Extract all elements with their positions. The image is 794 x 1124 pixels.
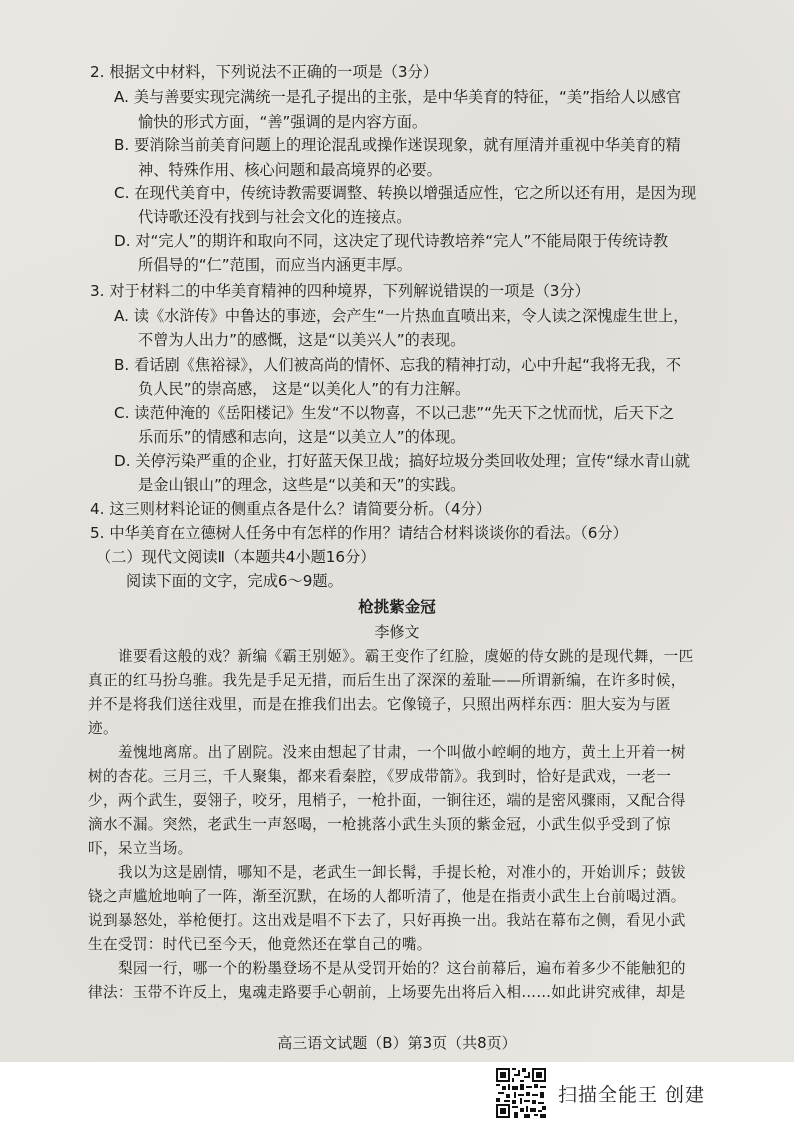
q3-option-b-line2: 负人民”的崇高感， 这是“以美化人”的有力注解。 (138, 380, 471, 398)
article-line-13: 生在受罚：时代已至今天，他竟然还在掌自己的嘴。 (88, 936, 432, 953)
q2-option-c (114, 183, 696, 203)
page-footer: 高三语文试题（B）第3页（共8页） (277, 1034, 517, 1052)
q2-option-b-label: B. (114, 136, 130, 154)
q3-option-c-line1: 读范仲淹的《岳阳楼记》生发“不以物喜，不以己悲”“先天下之忧而忧，后天下之 (134, 404, 675, 422)
q3-option-a-label: A. (114, 307, 129, 325)
scanner-brand-text: 扫描全能王 创建 (558, 1083, 706, 1106)
q3-option-d-label: D. (114, 452, 131, 470)
q2-option-b (114, 135, 681, 155)
section-2-instruction: 阅读下面的文字，完成6～9题。 (126, 572, 343, 590)
article-line-7: 少，两个武生，耍翎子，咬牙，甩梢子，一枪扑面，一锏往还，端的是密风骤雨，又配合得 (88, 792, 686, 809)
q3-option-d (114, 451, 690, 471)
q3-option-c (114, 403, 674, 423)
q2-option-a-line2: 愉快的形式方面，“善”强调的是内容方面。 (138, 113, 428, 131)
q3-option-d-line1: 关停污染严重的企业，打好蓝天保卫战；搞好垃圾分类回收处理；宣传“绿水青山就 (135, 452, 690, 470)
article-line-8: 滴水不漏。突然，老武生一声怒喝，一枪挑落小武生头顶的紫金冠，小武生似乎受到了惊 (88, 816, 671, 833)
q3-option-b (114, 355, 681, 375)
q2-option-a-line1: 美与善要实现完满统一是孔子提出的主张，是中华美育的特征，“美”指给人以感官 (133, 88, 682, 106)
question-2-stem: 2. 根据文中材料，下列说法不正确的一项是（3分） (90, 63, 438, 81)
article-line-11: 铙之声尴尬地响了一阵，渐至沉默，在场的人都听清了，他是在指责小武生上台前喝过酒。 (88, 888, 686, 905)
q3-option-a-line2: 不曾为人出力”的感慨，这是“以美兴人”的表现。 (138, 331, 466, 349)
q2-option-d-line1: 对“完人”的期许和取向不同，这决定了现代诗教培养“完人”不能局限于传统诗教 (135, 232, 669, 250)
article-author: 李修文 (374, 623, 420, 641)
q2-option-b-line2: 神、特殊作用、核心问题和最高境界的必要。 (138, 161, 442, 179)
article-line-9: 吓，呆立当场。 (88, 840, 193, 857)
question-4: 4. 这三则材料论证的侧重点各是什么？请简要分析。（4分） (90, 500, 492, 518)
q2-option-d (114, 231, 668, 251)
article-title: 枪挑紫金冠 (358, 598, 436, 616)
qr-code-icon (496, 1068, 546, 1118)
q3-option-d-line2: 是金山银山”的理念，这些是“以美和天”的实践。 (138, 476, 466, 494)
q2-option-c-line2: 代诗歌还没有找到与社会文化的连接点。 (138, 208, 412, 226)
q2-option-a-label: A. (114, 88, 129, 106)
q2-option-b-line1: 要消除当前美育问题上的理论混乱或操作迷误现象，就有厘清并重视中华美育的精 (134, 136, 681, 154)
question-3-stem: 3. 对于材料二的中华美育精神的四种境界，下列解说错误的一项是（3分） (90, 282, 590, 300)
article-line-14: 梨园一行，哪一个的粉墨登场不是从受罚开始的？这台前幕后，遍布着多少不能触犯的 (118, 960, 686, 977)
article-line-2: 真正的红马扮乌骓。我先是手足无措，而后生出了深深的羞耻——所谓新编，在许多时候， (88, 672, 686, 689)
article-line-5: 羞愧地离席。出了剧院。没来由想起了甘肃，一个叫做小崆峒的地方，黄土上开着一树 (118, 744, 686, 761)
q2-option-d-label: D. (114, 232, 131, 250)
article-line-15: 律法：玉带不许反上，鬼魂走路要手心朝前，上场要先出将后入相……如此讲究戒律，却是 (88, 984, 686, 1001)
article-line-4: 迹。 (88, 720, 118, 737)
q2-option-c-label: C. (114, 184, 130, 202)
q3-option-b-label: B. (114, 356, 130, 374)
article-line-3: 并不是将我们送往戏里，而是在推我们出去。它像镜子，只照出两样东西：胆大妄为与匿 (88, 696, 671, 713)
article-line-12: 说到暴怒处，举枪便打。这出戏是唱不下去了，只好再换一出。我站在幕布之侧，看见小武 (88, 912, 686, 929)
q3-option-a (114, 306, 688, 326)
article-line-6: 树的杏花。三月三，千人聚集，都来看秦腔，《罗成带箭》。我到时，恰好是武戏，一老一 (88, 768, 672, 785)
question-5: 5. 中华美育在立德树人任务中有怎样的作用？请结合材料谈谈你的看法。（6分） (90, 524, 628, 542)
section-2-heading: （二）现代文阅读Ⅱ（本题共4小题16分） (96, 548, 376, 566)
q3-option-a-line1: 读《水浒传》中鲁达的事迹，会产生“一片热血直喷出来，令人读之深愧虚生世上， (133, 307, 689, 325)
q3-option-c-label: C. (114, 404, 130, 422)
q2-option-c-line1: 在现代美育中，传统诗教需要调整、转换以增强适应性，它之所以还有用，是因为现 (134, 184, 697, 202)
q2-option-a (114, 87, 681, 107)
scanner-watermark (496, 1068, 786, 1118)
article-line-10: 我以为这是剧情，哪知不是，老武生一卸长髯，手提长枪，对准小的，开始训斥；鼓钹 (118, 864, 686, 881)
article-line-1: 谁要看这般的戏？新编《霸王别姬》。霸王变作了红脸，虞姬的侍女跳的是现代舞，一匹 (118, 648, 694, 665)
q2-option-d-line2: 所倡导的“仁”范围，而应当内涵更丰厚。 (138, 256, 412, 274)
q3-option-b-line1: 看话剧《焦裕禄》，人们被高尚的情怀、忘我的精神打动，心中升起“我将无我，不 (134, 356, 682, 374)
q3-option-c-line2: 乐而乐”的情感和志向，这是“以美立人”的体现。 (138, 428, 466, 446)
